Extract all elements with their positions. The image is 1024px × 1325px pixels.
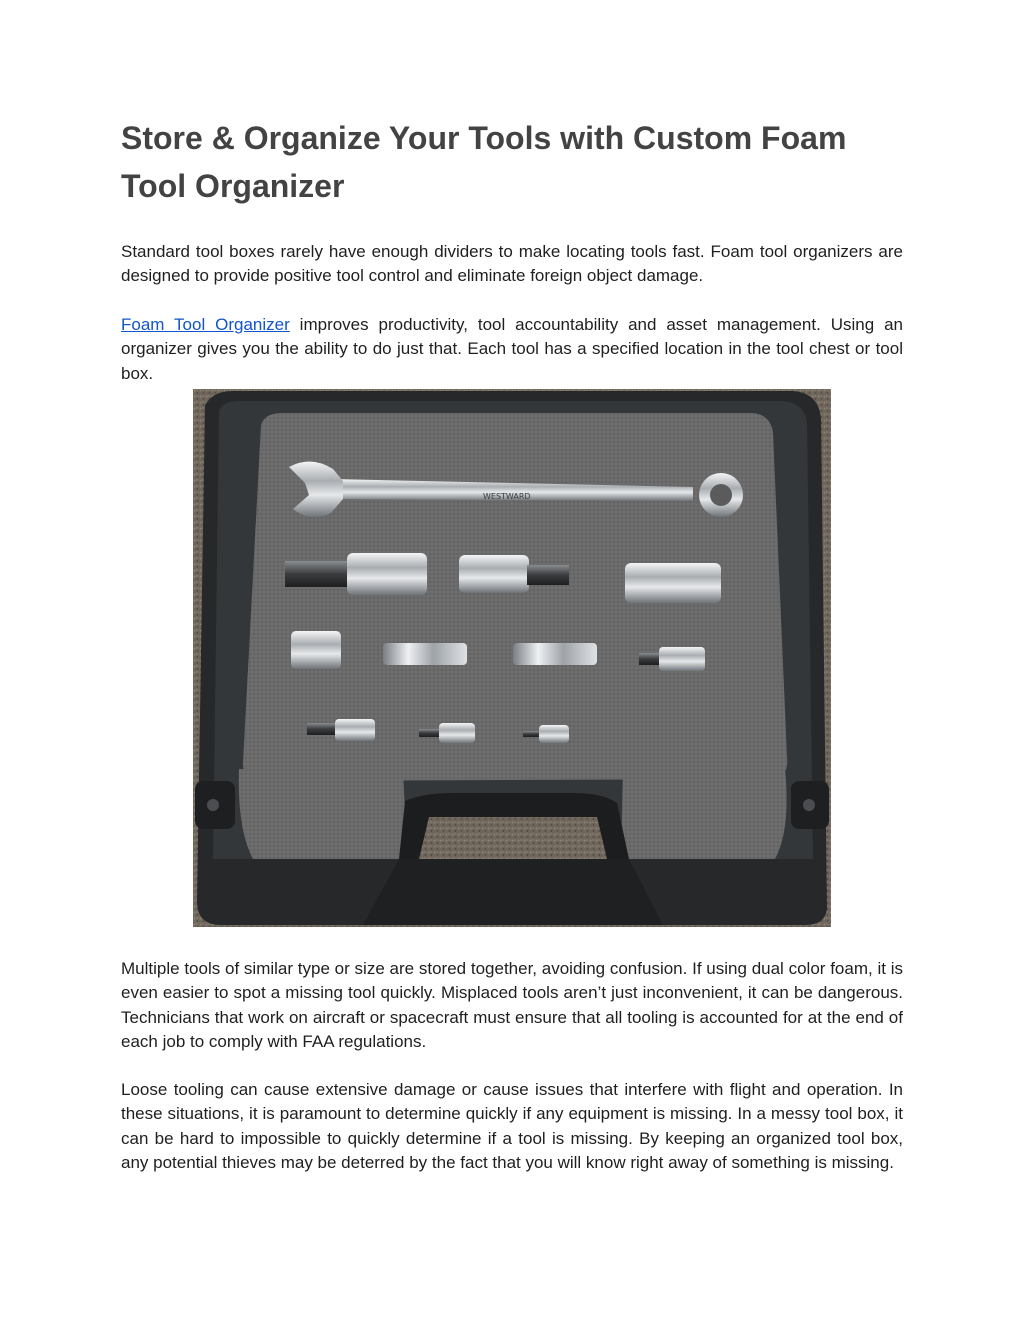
foam-tool-organizer-link[interactable]: Foam Tool Organizer	[121, 315, 290, 334]
page-title: Store & Organize Your Tools with Custom Foam Tool Organizer	[121, 120, 847, 204]
organizer-paragraph-text: improves productivity, tool accountability and asset management. Using an organizer gives you the ability to do just that. Each tool has a specified location in the tool chest or tool box.	[121, 315, 903, 383]
similar-tools-paragraph: Multiple tools of similar type or size are stored together, avoiding confusion. If using dual color foam, it is even easier to spot a missing tool quickly. Misplaced tools aren’t just inconvenient, it can be dangerous. Technicians that work on aircraft or spacecraft must ensure that all tooling is accounted for at the end of each job to comply with FAA regulations.	[121, 959, 903, 1051]
intro-paragraph: Standard tool boxes rarely have enough dividers to make locating tools fast. Foam tool organizers are designed to provide positive tool control and eliminate foreign object damage.	[121, 242, 903, 286]
wrench-marking: WESTWARD	[483, 492, 531, 501]
organizer-paragraph	[121, 313, 903, 386]
tool-case-photo	[193, 389, 831, 927]
loose-tooling-paragraph: Loose tooling can cause extensive damage or cause issues that interfere with flight and operation. In these situations, it is paramount to determine quickly if any equipment is missing. In a messy tool box, it can be hard to impossible to quickly determine if a tool is missing. By keeping an organized tool box, any potential thieves may be deterred by the fact that you will know right away of something is missing.	[121, 1080, 903, 1172]
